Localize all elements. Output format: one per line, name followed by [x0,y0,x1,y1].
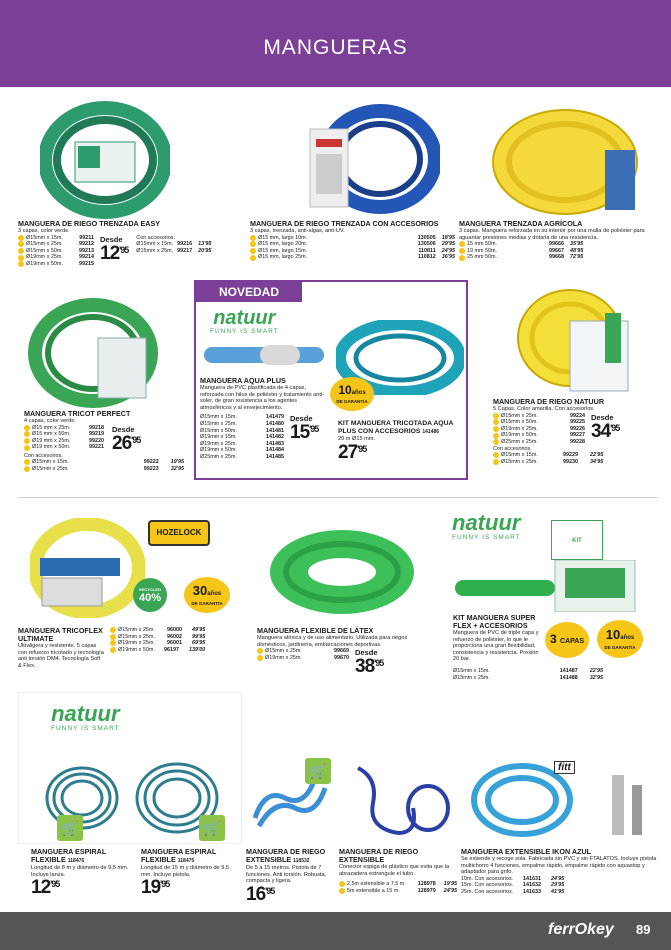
product-tricoflex: MANGUERA TRICOFLEX ULTIMATE Ultraligera y resistente. 5 capas con refuerzo tricotado y tecnología anti torsión DM4. Tecnología Soft & Flex. Ø15mm x 25m. 96000 49'95 Ø15mm x 25m. 96002 99'95 Ø19mm x 25m. 96001 69'95 Ø19mm x 50m. 96197 139'00 [18,626,206,669]
page-title: MANGUERAS [263,36,408,59]
product-espiral-15m: MANGUERA ESPIRAL FLEXIBLE 118475 Longitud de 15 m y diámetro de 9,5 mm. Incluye pistola. $19^{'95}$ [141,847,230,899]
product-natuur: MANGUERA DE RIEGO NATUUR 5 Capas. Color amarilla. Con accesorios. Ø15mm x 25m. 99224 Ø15mm x 50m. 99225 Ø19mm x 25m. 99226 Ø19mm x 50m. 99227 Ø25mm x 25m. 99228 Desde $34^{'95}$ Con accesorios. Ø15mm x 15m. 99229 22'95 Ø15mm x 25m. 99230 34'95 [493,397,620,465]
product-image-aqua-plus [200,337,330,372]
product-image-trenzada-agricola [485,100,650,220]
product-image-tricot-perfect [28,298,158,408]
price-block: Desde $12^{'95}$ [100,234,129,264]
product-extensible-118532: MANGUERA DE RIEGO EXTENSIBLE 118532 De 5 a 15 metros. Pistola de 7 funciones. Anti torsión. Robusta, compacta y ligera. $16^{'95}$ [246,847,327,905]
product-espiral-8m: MANGUERA ESPIRAL FLEXIBLE 118476 Longitud de 8 m y diámetro de 9,5 mm. Incluye lanza. $12^{'95}$ [31,847,129,899]
novedad-badge: NOVEDAD [196,282,302,302]
kit-package-label: KIT [551,520,603,560]
product-image-tricoflex [30,518,145,618]
cart-icon[interactable]: 🛒 [57,815,83,841]
product-image-ikon-azul [462,745,658,845]
recycled-badge: RECYCLED 40% [133,578,167,612]
page-footer [0,912,671,950]
ferrokey-logo: ferrOkey [548,921,614,938]
capas-badge: 3 CAPAS [545,622,589,658]
hozelock-logo: HOZELOCK [148,520,210,546]
divider [18,497,658,498]
product-image-trenzada-easy [40,100,170,220]
page-number: 89 [636,922,651,937]
product-image-latex [262,522,422,622]
page-header [0,0,671,87]
product-trenzada-agricola: MANGUERA TRENZADA AGRÍCOLA 3 capas. Manguera reforzada en su interior por una malla de poliéster para aguantar presiones medias y dotarla de una resistencia. 15 mm 50m. 99666 35'95 19 mm 50m. 99667 48'95 25 mm 50m. 99668 72'95 [459,219,645,261]
product-trenzada-accesorios: MANGUERA DE RIEGO TRENZADA CON ACCESORIOS 3 capas, trenzada, anti-algas, anti-UV. Ø15 mm, largo 10m. 130505 18'95 Ø15 mm, largo 20m. 130506 29'95 Ø15 mm, largo 15m. 110811 24'95 Ø15 mm, largo 25m. 110812 36'95 [250,219,455,261]
product-trenzada-easy: MANGUERA DE RIEGO TRENZADA EASY 3 capas, color verde. Ø15mm x 15m. 99211 Ø15mm x 25m. 99212 Ø15mm x 50m. 99213 Ø19mm x 25m. 99214 Ø19mm x 50m. 99215 Desde $12^{'95}$ Con accesorios. Ø15mm x 15m. 99216 13'95 Ø15mm x 25m. 99217 20'95 [18,220,240,268]
product-desc: 3 capas, color verde. [18,228,70,234]
product-tricot-perfect: MANGUERA TRICOT PERFECT 4 capas, color verde. Ø15 mm x 25m. 99218 Ø15 mm x 50m. 99219 Ø19 mm x 25m. 99220 Ø19 mm x 50m. 99221 Desde $26^{'95}$ Con accesorios. Ø15mm x 15m. 99222 19'95 Ø15mm x 25m. 99223 32'95 [24,409,184,472]
cart-icon[interactable]: 🛒 [199,815,225,841]
product-latex: MANGUERA FLEXIBLE DE LÁTEX Manguera atóxica y de uso alimentario. Utilizada para riegos domésticos, jardinería, embarcaciones deportivas. Ø15mm x 25m. 99669 Ø19mm x 25m. 99670 Desde $38^{'95}$ [257,626,408,678]
product-kit-super-flex: KIT MANGUERA SUPER FLEX + ACCESORIOS Manguera de PVC de triple capa y refuerzo de poliéster, lo que le proporciona una gran flexibilidad, consistencia y resistencia. Presión 20 bar. [453,613,539,663]
product-title: MANGUERA DE RIEGO TRENZADA EASY [18,219,161,228]
warranty-badge-30: 30años DE GARANTÍA [184,577,230,613]
product-image-extensible-2 [338,748,456,843]
product-ikon-azul: MANGUERA EXTENSIBLE IKON AZUL Se extiende y recoge sola. Fabricada sin PVC y sin FTALATOS. Incluye pistola multichorro 4 funciones, empalme rápido, empalme rápido con aquastop y adaptador para grifo. 10m. Con accesorios. 141631 24'95 15m. Con accesorios. 141632 29'95 25m. Con accesorios. 141633 41'95 [461,847,657,895]
natuur-logo-2: natuur FUNNY IS SMART [452,510,521,541]
product-image-kit-super-flex [455,560,655,612]
product-kit-aqua-plus: KIT MANGUERA TRICOTADA AQUA PLUS CON ACCESORIOS 141486 20 m Ø15 mm. $27^{'95}$ [338,420,454,463]
warranty-badge-10: 10años DE GARANTÍA [330,377,374,411]
fitt-logo: fitt [554,761,575,774]
product-image-natuur [510,283,640,398]
product-extensible-conector: MANGUERA DE RIEGO EXTENSIBLE Conector espiga de plástico que evita que la abrazadera estrangule el tubo. 2,5m extensible a 7,5 m. 128978 19'95 5m extensible a 15 m. 128979 24'95 [339,847,457,894]
product-image-extensible-1 [245,748,337,838]
warranty-badge-10b: 10años DE GARANTÍA [597,620,643,658]
cart-icon[interactable]: 🛒 [305,758,331,784]
natuur-spiral-box: natuur FUNNY IS SMART 🛒 🛒 [18,692,242,844]
product-kit-super-flex-prices: Ø15mm x 15m. 141487 22'95 Ø15mm x 25m. 141488 32'95 [453,668,603,681]
product-image-trenzada-accesorios [290,104,440,219]
natuur-logo: natuur FUNNY IS SMART [210,307,279,335]
product-aqua-plus: MANGUERA AQUA PLUS Manguera de PVC plastificada de 4 capas, reforzada con hilos de poliéster y tratamiento anti-soler, de gran resistencia a los agentes atmosféricos y al envejecimiento. Ø15mm x 15m. 141479 Ø15mm x 25m. 141480 Ø15mm x 50m. 141481 Ø19mm x 15m. 141482 Ø19mm x 25m. 141483 Ø19mm x 50m. 141484 Ø25mm x 25m. 141485 Desde $15^{'95}$ [200,376,325,460]
